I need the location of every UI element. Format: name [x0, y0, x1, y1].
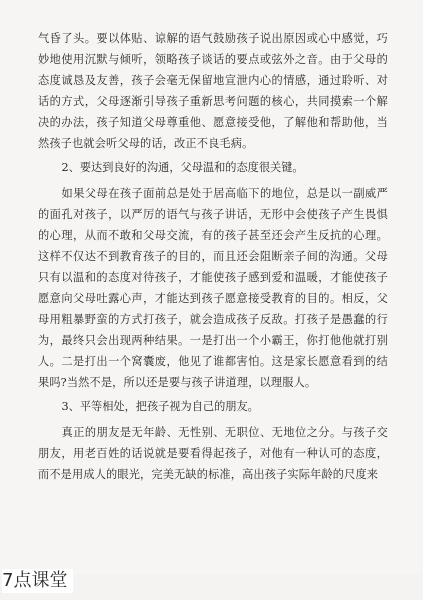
paragraph-intro: 气昏了头。要以体贴、谅解的语气鼓励孩子说出原因或心中感觉，巧妙地使用沉默与倾听，领略孩子谈话的要点或弦外之音。由于父母的态度诚恳及友善，孩子会毫无保留地宣泄内心的情感，通过聆听、对话的方式，父母逐渐引导孩子重新思考问题的核心，共同摸索一个解决的办法，孩子知道父母尊重他、愿意接受他，了解他和帮助他，当然孩子也就会听父母的话，改正不良毛病。: [38, 32, 388, 150]
paragraph-friendship: 真正的朋友是无年龄、无性别、无职位、无地位之分。与孩子交朋友，用老百姓的话说就是要看得起孩子，对他有一种认可的态度，而不是用成人的眼光，完美无缺的标准，高出孩子实际年龄的尺度来: [38, 426, 388, 482]
article-body: [38, 29, 388, 486]
source-watermark: 7点课堂: [2, 569, 73, 593]
section-heading-2: 2、要达到良好的沟通，父母温和的态度很关键。: [61, 161, 304, 175]
section-heading-3: 3、平等相处，把孩子视为自己的朋友。: [61, 400, 259, 414]
paragraph-gentle-attitude: 如果父母在孩子面前总是处于居高临下的地位，总是以一副威严的面孔对孩子，以严厉的语气与孩子讲话，无形中会使孩子产生畏惧的心理，从而不敢和父母交流，有的孩子甚至还会产生反抗的心理。这样不仅达不到教育孩子的目的，而且还会阻断亲子间的沟通。父母只有以温和的态度对待孩子，才能使孩子感到爱和温暖，才能使孩子愿意向父母吐露心声，才能达到孩子愿意接受教育的目的。相反，父母用粗暴野蛮的方式打孩子，就会造成孩子反敌。打孩子是愚蠢的行为，最终只会出现两种结果。一是打出一个小霸王，你打他他就打别人。二是打出一个窝囊废，他见了谁都害怕。这是家长愿意看到的结果吗?当然不是，所以还是要与孩子讲道理，以理服人。: [38, 187, 388, 389]
